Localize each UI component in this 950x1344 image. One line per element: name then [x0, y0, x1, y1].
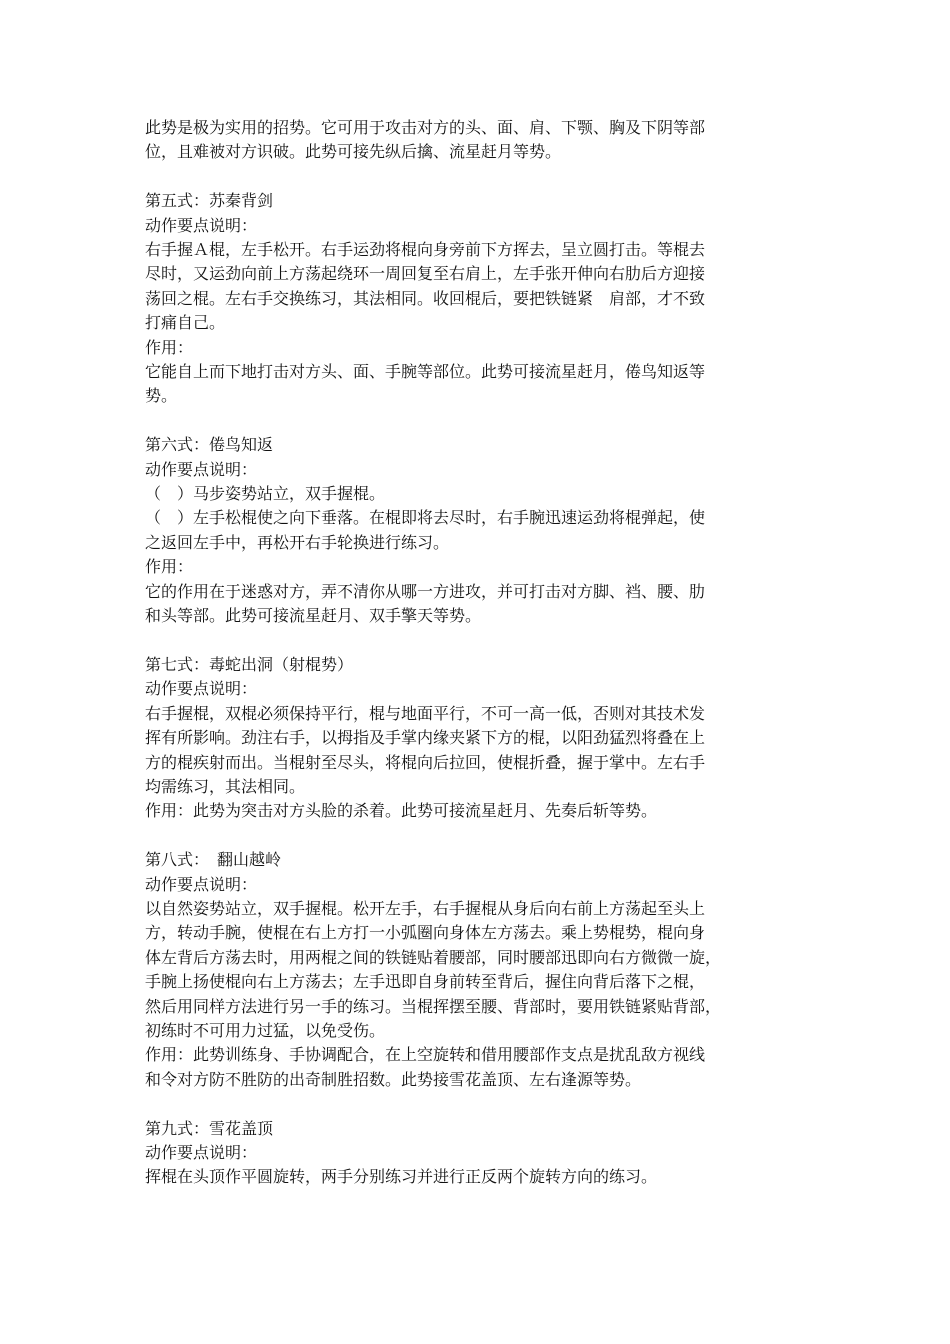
- text-line: 作用：此势为突击对方头脸的杀着。此势可接流星赶月、先奏后斩等势。: [145, 801, 658, 821]
- section-title: 第六式：倦鸟知返: [145, 435, 274, 455]
- text-line: 荡回之棍。左右手交换练习，其法相同。收回棍后，要把铁链紧 肩部，才不致: [145, 288, 706, 308]
- text-line: 方的棍疾射而出。当棍射至尽头，将棍向后拉回，使棍折叠，握于掌中。左右手: [145, 752, 706, 772]
- text-line: 尽时，又运劲向前上方荡起绕环一周回复至右肩上，左手张开伸向右肋后方迎接: [145, 264, 706, 284]
- text-line: 以自然姿势站立，双手握棍。松开左手，右手握棍从身后向右前上方荡起至头上: [145, 898, 706, 918]
- section-subheading: 动作要点说明：: [145, 679, 258, 699]
- text-line: 均需练习，其法相同。: [145, 776, 306, 796]
- document-page: [145, 116, 815, 1190]
- text-line: 打痛自己。: [145, 313, 226, 333]
- text-line: 它的作用在于迷惑对方，弄不清你从哪一方进攻，并可打击对方脚、裆、腰、肋: [145, 581, 706, 601]
- text-line: 体左背后方荡去时，用两棍之间的铁链贴着腰部，同时腰部迅即向右方微微一旋，: [145, 947, 722, 967]
- text-line: 之返回左手中，再松开右手轮换进行练习。: [145, 532, 450, 552]
- text-line: 手腕上扬使棍向右上方荡去；左手迅即自身前转至背后，握住向背后落下之棍，: [145, 972, 706, 992]
- text-line: 势。: [145, 386, 178, 406]
- text-line: （ ）左手松棍使之向下垂落。在棍即将去尽时，右手腕迅速运劲将棍弹起，使: [145, 508, 706, 528]
- text-line: 它能自上而下地打击对方头、面、手腕等部位。此势可接流星赶月，倦鸟知返等: [145, 362, 706, 382]
- text-line: 初练时不可用力过猛，以免受伤。: [145, 1020, 386, 1040]
- text-line: 右手握Ａ棍，左手松开。右手运劲将棍向身旁前下方挥去，呈立圆打击。等棍去: [145, 240, 706, 260]
- text-line: 此势是极为实用的招势。它可用于攻击对方的头、面、肩、下颚、胸及下阴等部: [145, 118, 706, 137]
- section-8: [145, 848, 815, 1092]
- use-label: 作用：: [145, 557, 194, 577]
- text-line: 方，转动手腕，使棍在右上方打一小弧圈向身体左方荡去。乘上势棍势，棍向身: [145, 923, 706, 943]
- section-title: 第八式： 翻山越岭: [145, 850, 282, 870]
- text-line: 和头等部。此势可接流星赶月、双手擎天等势。: [145, 606, 482, 626]
- section-6: [145, 433, 815, 628]
- text-line: （ ）马步姿势站立，双手握棍。: [145, 484, 386, 504]
- section-5: [145, 189, 815, 409]
- text-line: 位，且难被对方识破。此势可接先纵后擒、流星赶月等势。: [145, 142, 562, 162]
- intro-paragraph: [145, 116, 815, 165]
- text-line: 然后用同样方法进行另一手的练习。当棍挥摆至腰、背部时，要用铁链紧贴背部，: [145, 996, 722, 1016]
- text-line: 挥棍在头顶作平圆旋转，两手分别练习并进行正反两个旋转方向的练习。: [145, 1167, 658, 1187]
- section-title: 第七式：毒蛇出洞（射棍势）: [145, 654, 354, 674]
- text-line: 右手握棍，双棍必须保持平行，棍与地面平行，不可一高一低，否则对其技术发: [145, 703, 706, 723]
- section-9: [145, 1117, 815, 1190]
- text-line: 和令对方防不胜防的出奇制胜招数。此势接雪花盖顶、左右逢源等势。: [145, 1069, 642, 1089]
- section-subheading: 动作要点说明：: [145, 874, 258, 894]
- use-label: 作用：: [145, 337, 194, 357]
- text-line: 挥有所影响。劲注右手，以拇指及手掌内缘夹紧下方的棍，以阳劲猛烈将叠在上: [145, 728, 706, 748]
- section-7: [145, 653, 815, 824]
- section-title: 第九式：雪花盖顶: [145, 1118, 274, 1138]
- section-subheading: 动作要点说明：: [145, 1142, 258, 1162]
- section-subheading: 动作要点说明：: [145, 215, 258, 235]
- section-title: 第五式：苏秦背剑: [145, 191, 274, 211]
- text-line: 作用：此势训练身、手协调配合，在上空旋转和借用腰部作支点是扰乱敌方视线: [145, 1045, 706, 1065]
- section-subheading: 动作要点说明：: [145, 459, 258, 479]
